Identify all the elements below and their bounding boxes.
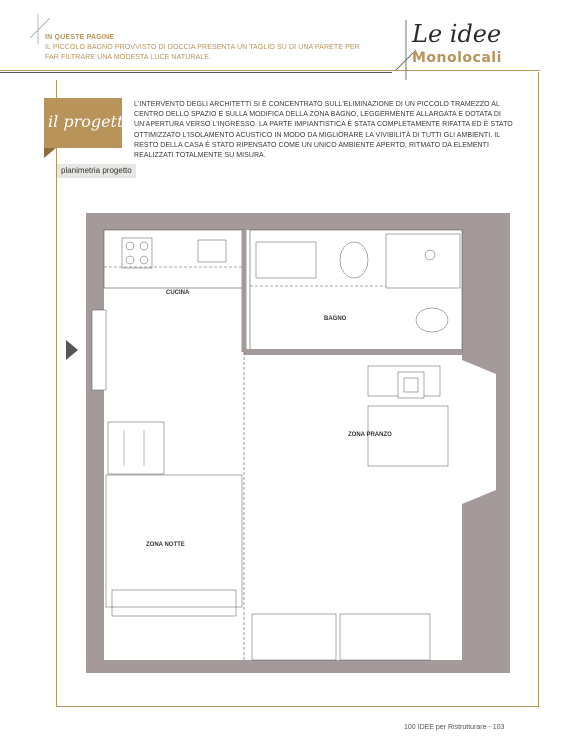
plan-chair-icon bbox=[398, 372, 424, 398]
frame-right bbox=[538, 72, 539, 706]
plan-window-bay bbox=[462, 360, 496, 504]
brand-script: Le idee bbox=[412, 20, 502, 48]
caption-text: IL PICCOLO BAGNO PROVVISTO DI DOCCIA PRESENTA UN TAGLIO SU DI UNA PARETE PER FAR FILTRARE UNA MODESTA LUCE NATURALE. bbox=[45, 44, 360, 61]
label-notte: ZONA NOTTE bbox=[146, 542, 185, 548]
frame-bottom bbox=[56, 706, 539, 707]
progetto-text: L'INTERVENTO DEGLI ARCHITETTI SI È CONCENTRATO SULL'ELIMINAZIONE DI UN PICCOLO TRAMEZZO AL CENTRO DELLO SPAZIO E SULLA MODIFICA DELLA ZONA BAGNO, LEGGERMENTE ALLARGATA E DOTATA DI UN'APERTURA VERSO L'INGRESSO. LA PARTE IMPIANTISTICA È STATA COMPLETAMENTE RIFATTA ED È STATO OTTIMIZZATO L'ISOLAMENTO ACUSTICO IN MODO DA MIGLIORARE LA VIVIBILITÀ DI TUTTI GLI AMBIENTI. IL RESTO DELLA CASA È STATO RIPENSATO COME UN UNICO AMBIENTE APERTO, RITMATO DA ELEMENTI REALIZZATI TOTALMENTE SU MISURA. bbox=[134, 101, 513, 160]
plan-entrance-door bbox=[92, 310, 106, 390]
plan-kitchen-counter bbox=[104, 230, 244, 288]
progetto-label: il progetto bbox=[48, 112, 134, 131]
label-pranzo: ZONA PRANZO bbox=[348, 432, 392, 438]
plan-entrance-arrow-icon bbox=[66, 340, 78, 360]
corner-mark-icon bbox=[30, 14, 50, 44]
floor-plan bbox=[56, 190, 526, 690]
plan-bathroom bbox=[250, 230, 462, 352]
brand-section: Monolocali bbox=[412, 50, 502, 66]
plan-tag: planimetria progetto bbox=[57, 164, 136, 178]
header-rule bbox=[0, 70, 540, 71]
page-footer: 100 IDEE per Ristrutturare - 103 bbox=[404, 724, 505, 731]
caption-title: IN QUESTE PAGINE bbox=[45, 34, 115, 41]
label-cucina: CUCINA bbox=[166, 290, 190, 296]
label-bagno: BAGNO bbox=[324, 316, 347, 322]
header-rule-dark bbox=[0, 72, 392, 73]
